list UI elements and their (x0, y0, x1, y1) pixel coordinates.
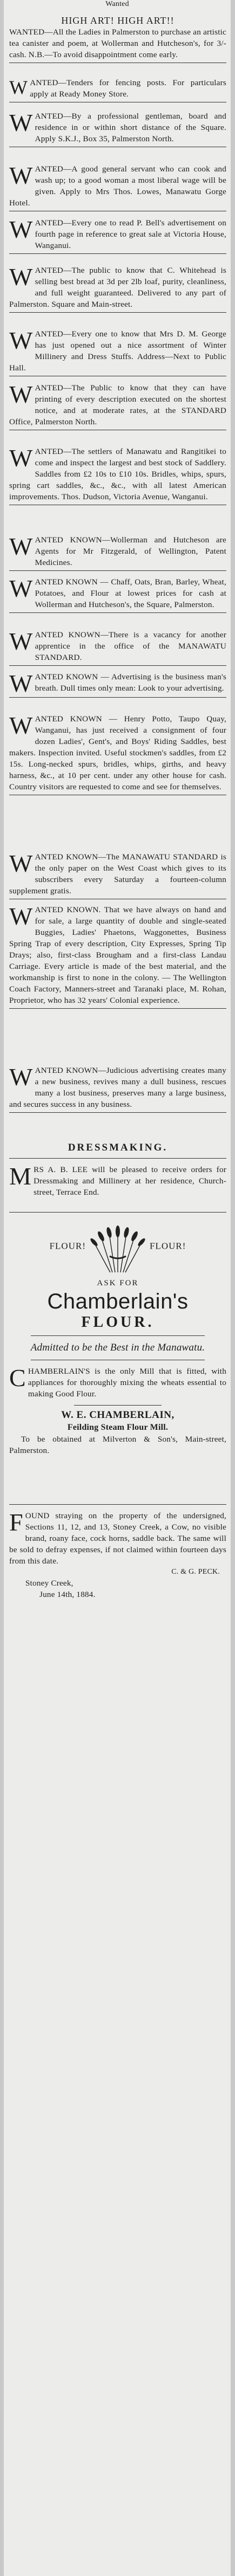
product-name: FLOUR. (81, 1314, 155, 1331)
ad-apprentice (9, 626, 226, 666)
tagline: Admitted to be the Best in the Manawatu. (30, 1342, 205, 1353)
divider (9, 1158, 226, 1159)
proprietor-name: W. E. CHAMBERLAIN, (61, 1409, 174, 1421)
wheat-sheaf-icon (88, 1221, 147, 1273)
divider (31, 1335, 205, 1336)
ad-body: ANTED—By a professional gentleman, board and residence in or within short distance of the Square. Apply S.K.J., Box 35, Palmerston North. (35, 112, 226, 143)
ad-body: ANTED KNOWN — Advertising is the business man's breath. Dull times only mean: Look to your advertising. (35, 672, 226, 693)
ad-body: ANTED KNOWN—Judicious advertising creates many a new business, revives many a dull business, rescues many a lost business, preserves many a large business, and secures success in any business. (9, 1066, 226, 1109)
ad-title: HIGH ART! HIGH ART!! (61, 15, 174, 26)
ad-patent-medicines (9, 532, 226, 571)
ad-standard-supplement (9, 849, 226, 899)
dressmaking-heading: DRESSMAKING. (68, 1142, 168, 1153)
ad-advertising-breath (9, 669, 226, 698)
drop-cap: F (9, 1509, 23, 1536)
ad-body: WANTED—All the Ladies in Palmerston to purchase an artistic tea canister and poem, at Wollerman and Hutcheson's, for 3/- cash. N.B.—To avoid disappointment come early. (9, 27, 226, 59)
ad-body: ANTED—A good general servant who can cook and wash up; to a good woman a most liberal wage will be given. Apply to Mrs Thos. Lowes, Manawatu Gorge Hotel. (9, 164, 226, 208)
drop-cap: W (9, 263, 33, 291)
ad-body: HAMBERLAIN'S is the only Mill that is fitted, with appliances for thoroughly mixing the wheats essential to making Good Flour. (28, 1367, 226, 1399)
ad-coach-factory (9, 901, 226, 1009)
ad-body: ANTED—Every one to read P. Bell's advertisement on fourth page in reference to great sale at Victoria House, Wanganui. (35, 218, 226, 250)
location-line: Stoney Creek, (25, 1579, 73, 1588)
drop-cap: W (9, 444, 33, 472)
divider (9, 1212, 226, 1213)
drop-cap: W (9, 575, 33, 602)
ad-body: ANTED—The Public to know that they can have printing of every description executed on the shortest notice, and at moderate rates, at the STANDARD Office, Palmerston North. (9, 383, 226, 426)
ad-body: ANTED KNOWN—Wollerman and Hutcheson are Agents for Mr Fitzgerald, of Wellington, Patent Medicines. (35, 535, 226, 567)
drop-cap: W (9, 77, 28, 98)
drop-cap: W (9, 216, 33, 243)
drop-cap: W (9, 381, 33, 408)
ad-body: ANTED KNOWN — Chaff, Oats, Bran, Barley, Wheat, Potatoes, and Flour at lowest prices for cash at Wollerman and Hutcheson's, the Square, Palmerston. (35, 577, 226, 609)
ad-general-servant (9, 161, 226, 211)
drop-cap: W (9, 1063, 33, 1091)
ad-body: RS A. B. LEE will be pleased to receive orders for Dressmaking and Millinery at her residence, Church-street, Terrace End. (33, 1165, 226, 1197)
date-line: June 14th, 1884. (39, 1590, 96, 1599)
ad-found-cow (9, 1507, 226, 1602)
ad-whitehead-bread (9, 262, 226, 313)
divider (9, 1504, 226, 1505)
ad-body: ANTED—The public to know that C. Whitehead is selling best bread at 3d per 2lb loaf, purity, cleanliness, and full weight guaranteed. Delivered to any part of Palmerston. Square and Main-street. (9, 266, 226, 309)
ad-body: ANTED KNOWN — Henry Potto, Taupo Quay, Wanganui, has just received a consignment of four dozen Ladies', Gent's, and Boys' Riding Saddles, best makers. Inspection invited. Useful stockmen's saddles, from £2 15s. Long-necked spurs, bridles, whips, girths, and heavy harness, &c., at 10 per cent. under any other house for cash. Country visitors are requested to come and see for themselves. (9, 714, 226, 791)
drop-cap: W (9, 109, 33, 136)
ad-printing (9, 380, 226, 430)
ad-dressmaking (9, 1161, 226, 1200)
flour-ad-body (9, 1278, 226, 1456)
drop-cap: W (9, 533, 33, 560)
newspaper-column (4, 0, 231, 2576)
ad-potto-saddles (9, 711, 226, 795)
drop-cap: W (9, 850, 33, 877)
ad-bell-sale (9, 215, 226, 254)
column-header: Wanted (105, 0, 129, 8)
drop-cap: C (9, 1364, 26, 1392)
ad-high-art (9, 12, 226, 63)
ask-for-label: ASK FOR (97, 1279, 139, 1287)
divider (74, 1405, 162, 1406)
flour-exclaim-right: FLOUR! (150, 1241, 186, 1251)
ad-body: ANTED KNOWN—There is a vacancy for another apprentice in the office of the MANAWATU STANDARD. (35, 630, 226, 662)
ad-saddlery-dudson (9, 443, 226, 505)
drop-cap: M (9, 1162, 32, 1190)
ad-body: ANTED—Every one to know that Mrs D. M. George has just opened out a nice assortment of Winter Millinery and Dress Stuffs. Address—Next to Public Hall. (9, 329, 226, 373)
ad-body: ANTED—The settlers of Manawatu and Rangitikei to come and inspect the largest and best stock of Saddlery. Saddles from £2 10s to £10 10s. Bridles, whips, spurs, spring cart saddles, &c., &c., with all latest American improvements. Thos. Dudson, Victoria Avenue, Wanganui. (9, 447, 226, 501)
signature: C. & G. PECK. (171, 1568, 220, 1576)
ad-chaff-oats (9, 574, 226, 613)
mill-name: Feilding Steam Flour Mill. (67, 1423, 169, 1432)
brand-name: Chamberlain's (47, 1290, 189, 1313)
drop-cap: W (9, 670, 33, 697)
ad-board-residence (9, 108, 226, 147)
flour-exclaim-left: FLOUR! (49, 1241, 86, 1251)
ad-body: OUND straying on the property of the undersigned, Sections 11, 12, and 13, Stoney Creek, a Cow, no visible brand, roany face, cock horns, saddle back. The same will be sold to defray expenses, if not claimed within fourteen days from this date. (9, 1511, 226, 1566)
agents-line: To be obtained at Milverton & Son's, Main-street, Palmerston. (9, 1435, 226, 1455)
drop-cap: W (9, 712, 33, 739)
drop-cap: W (9, 903, 33, 930)
ad-body: ANTED—Tenders for fencing posts. For particulars apply at Ready Money Store. (30, 78, 226, 99)
ad-judicious-advertising (9, 1062, 226, 1113)
drop-cap: W (9, 162, 33, 189)
drop-cap: W (9, 327, 33, 354)
ad-fencing-tenders (9, 74, 226, 102)
ad-millinery (9, 326, 226, 376)
drop-cap: W (9, 628, 33, 655)
ad-body: ANTED KNOWN. That we have always on hand and for sale, a large quantity of double and single-seated Buggies, Ladies' Phaetons, Waggonettes, Business Spring Trap of every description, City Expresses, Spring Tip Drays; also, first-class Brougham and a first-class Landau Carriage. Every article is made of the best material, and the workmanship is first to none in the colony. — The Wellington Coach Factory, Manners-street and Taranaki place, M. Rohan, Proprietor, who has 32 years' Colonial experience. (9, 905, 226, 1005)
ad-body: ANTED KNOWN—The MANAWATU STANDARD is the only paper on the West Coast which gives to its subscribers every Saturday a fourteen-column supplement gratis. (9, 852, 226, 896)
flour-ad-header (9, 1221, 226, 1273)
